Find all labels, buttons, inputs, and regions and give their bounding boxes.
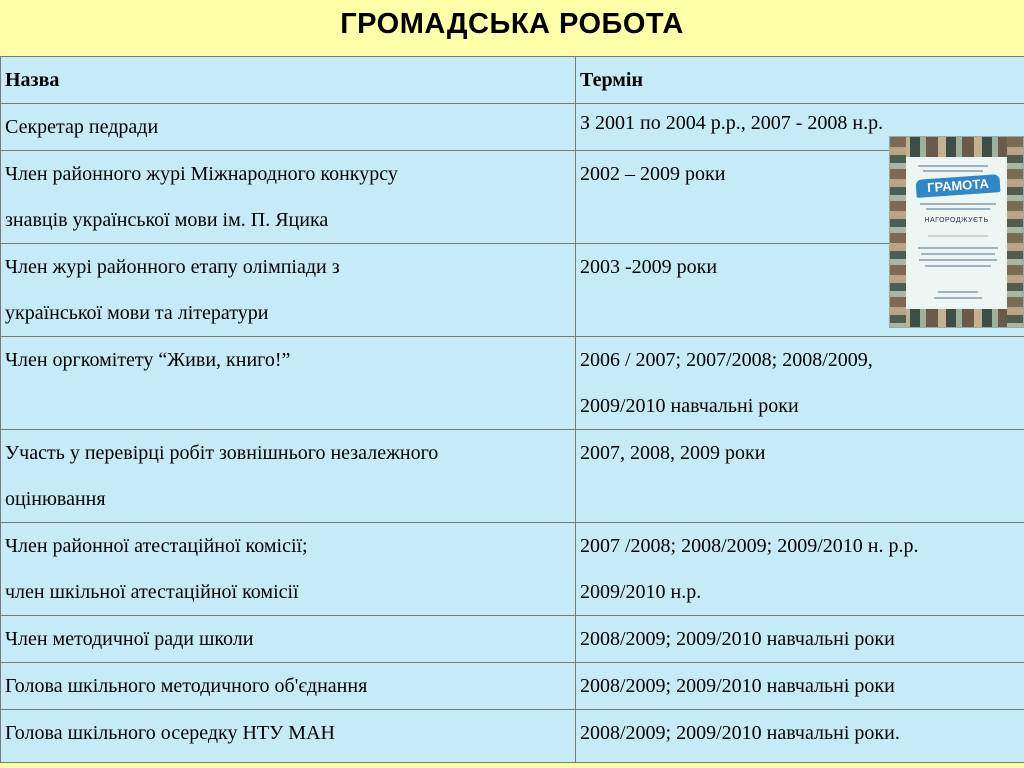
row-name-cell: Участь у перевірці робіт зовнішнього незалежного оцінювання — [1, 430, 576, 523]
row-name-cell: Член районного журі Міжнародного конкурсу знавців української мови ім. П. Яцика — [1, 151, 576, 244]
certificate-text-line — [934, 297, 982, 299]
table-row — [1, 663, 1024, 710]
row-term-cell: 2003 -2009 роки — [576, 244, 1024, 337]
row-name-cell: Голова шкільного методичного об'єднання — [1, 663, 576, 710]
row-term-cell: 2008/2009; 2009/2010 навчальні роки — [576, 616, 1024, 663]
certificate-text-line — [921, 253, 995, 255]
table-row — [1, 710, 1024, 763]
table-row — [1, 337, 1024, 430]
certificate-text-line — [918, 247, 998, 249]
certificate-image — [889, 136, 1024, 328]
table-row — [1, 430, 1024, 523]
certificate-body — [908, 159, 1005, 307]
certificate-text-line — [926, 208, 990, 210]
row-term-cell: 2002 – 2009 роки — [576, 151, 1024, 244]
row-name-cell: Голова шкільного осередку НТУ МАН — [1, 710, 576, 763]
column-header-name: Назва — [1, 57, 576, 104]
certificate-border-right — [1007, 137, 1023, 327]
certificate-border-top — [890, 137, 1023, 157]
certificate-border-left — [890, 137, 906, 327]
row-term-cell: З 2001 по 2004 р.р., 2007 - 2008 н.р. — [576, 104, 1024, 151]
certificate-text-line — [919, 259, 997, 261]
certificate-text-line — [923, 170, 983, 172]
table-row — [1, 244, 1024, 337]
row-name-cell: Член районної атестаційної комісії; член шкільної атестаційної комісії — [1, 523, 576, 616]
certificate-text-line — [925, 265, 991, 267]
table-header-row — [1, 57, 1024, 104]
certificate-text-line — [928, 235, 988, 237]
row-term-cell: 2006 / 2007; 2007/2008; 2008/2009, 2009/2010 навчальні роки — [576, 337, 1024, 430]
certificate-subheading: НАГОРОДЖУЄТЬ — [924, 217, 989, 224]
row-term-cell: 2008/2009; 2009/2010 навчальні роки — [576, 663, 1024, 710]
row-term-cell: 2007, 2008, 2009 роки — [576, 430, 1024, 523]
row-name-cell: Член методичної ради школи — [1, 616, 576, 663]
certificate-text-line — [938, 291, 978, 293]
row-name-cell: Секретар педради — [1, 104, 576, 151]
certificate-heading: ГРАМОТА — [915, 174, 1000, 198]
table-row — [1, 104, 1024, 151]
public-work-table — [0, 56, 1024, 763]
row-name-cell: Член журі районного етапу олімпіади з української мови та літератури — [1, 244, 576, 337]
table-row — [1, 616, 1024, 663]
row-term-cell: 2008/2009; 2009/2010 навчальні роки. — [576, 710, 1024, 763]
certificate-text-line — [918, 165, 988, 167]
column-header-term: Термін — [576, 57, 1024, 104]
row-term-cell: 2007 /2008; 2008/2009; 2009/2010 н. р.р. 2009/2010 н.р. — [576, 523, 1024, 616]
table-row — [1, 523, 1024, 616]
page-title: ГРОМАДСЬКА РОБОТА — [340, 8, 684, 40]
certificate-text-line — [920, 203, 996, 205]
row-name-cell: Член оргкомітету “Живи, книго!” — [1, 337, 576, 430]
table-row — [1, 151, 1024, 244]
certificate-border-bottom — [890, 309, 1023, 327]
